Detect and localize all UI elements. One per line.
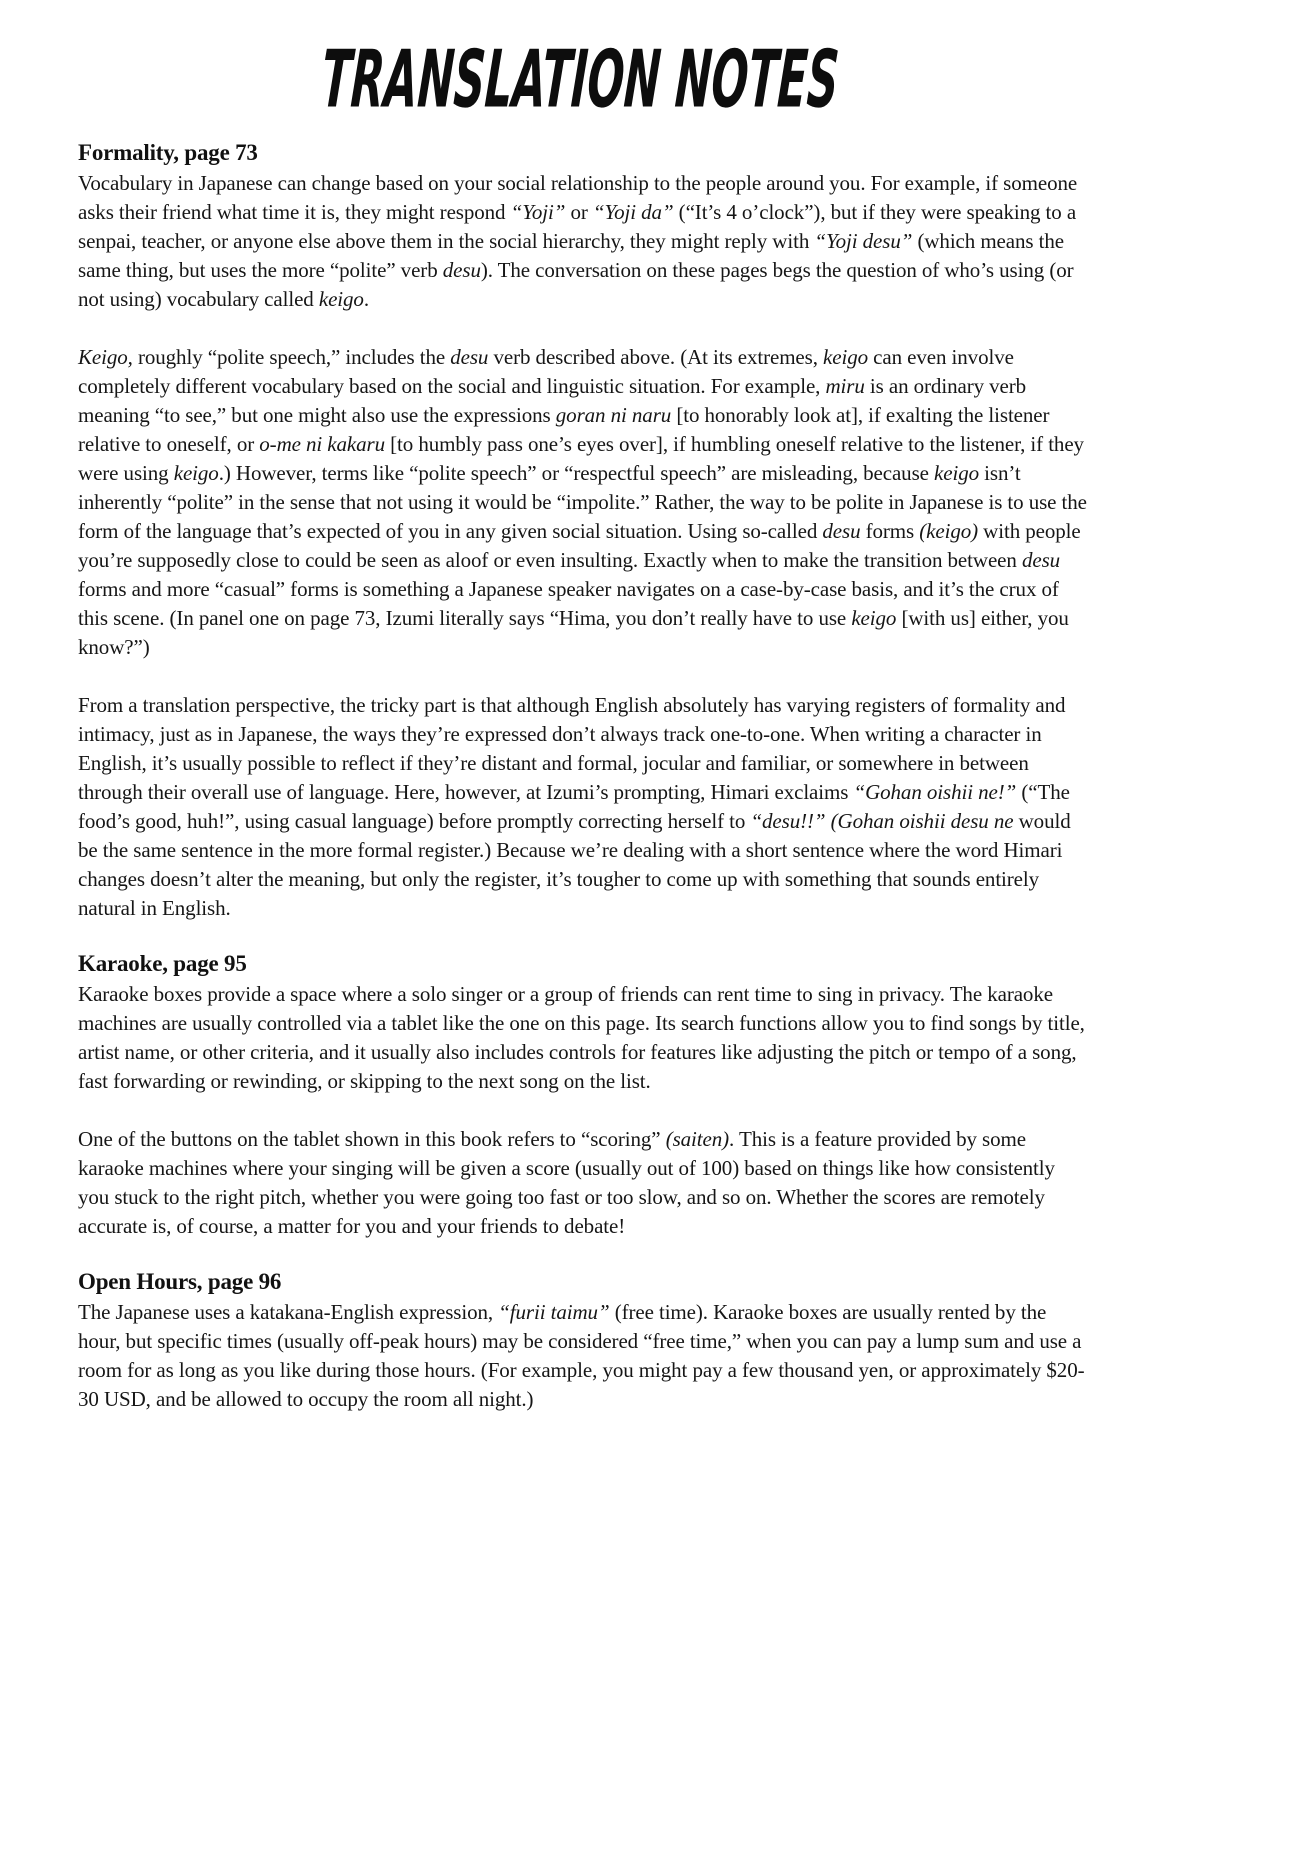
section-formality <box>78 140 1088 923</box>
section-heading-open-hours: Open Hours, page 96 <box>78 1269 282 1294</box>
page-title-text: TRANSLATION NOTES <box>319 34 842 127</box>
paragraph: Keigo, roughly “polite speech,” includes the desu verb described above. (At its extremes, keigo can even involve completely different vocabulary based on the social and linguistic situation. For example, miru is an ordinary verb meaning “to see,” but one might also use the expressions goran ni naru [to honorably look at], if exalting the listener relative to oneself, or o-me ni kakaru [to humbly pass one’s eyes over], if humbling oneself relative to the listener, if they were using keigo.) However, terms like “polite speech” or “respectful speech” are misleading, because keigo isn’t inherently “polite” in the sense that not using it would be “impolite.” Rather, the way to be polite in Japanese is to use the form of the language that’s expected of you in any given social situation. Using so-called desu forms (keigo) with people you’re supposedly close to could be seen as aloof or even insulting. Exactly when to make the transition between desu forms and more “casual” forms is something a Japanese speaker navigates on a case-by-case basis, and it’s the crux of this scene. (In panel one on page 73, Izumi literally says “Hima, you don’t really have to use keigo [with us] either, you know?”) <box>78 345 1087 659</box>
paragraph: One of the buttons on the tablet shown in this book refers to “scoring” (saiten). This is a feature provided by some karaoke machines where your singing will be given a score (usually out of 100) based on things like how consistently you stuck to the right pitch, whether you were going too fast or too slow, and so on. Whether the scores are remotely accurate is, of course, a matter for you and your friends to debate! <box>78 1127 1055 1238</box>
paragraph: Karaoke boxes provide a space where a solo singer or a group of friends can rent time to sing in privacy. The karaoke machines are usually controlled via a tablet like the one on this page. Its search functions allow you to find songs by title, artist name, or other criteria, and it usually also includes controls for features like adjusting the pitch or tempo of a song, fast forwarding or rewinding, or skipping to the next song on the list. <box>78 982 1085 1093</box>
page-title <box>78 34 1088 126</box>
paragraph: Vocabulary in Japanese can change based on your social relationship to the people around you. For example, if someone asks their friend what time it is, they might respond “Yoji” or “Yoji da” (“It’s 4 o’clock”), but if they were speaking to a senpai, teacher, or anyone else above them in the social hierarchy, they might reply with “Yoji desu” (which means the same thing, but uses the more “polite” verb desu). The conversation on these pages begs the question of who’s using (or not using) vocabulary called keigo. <box>78 171 1078 311</box>
section-open-hours <box>78 1269 1088 1414</box>
section-heading-karaoke: Karaoke, page 95 <box>78 951 247 976</box>
paragraph: The Japanese uses a katakana-English expression, “furii taimu” (free time). Karaoke boxes are usually rented by the hour, but specific times (usually off-peak hours) may be considered “free time,” when you can pay a lump sum and use a room for as long as you like during those hours. (For example, you might pay a few thousand yen, or approximately $20-30 USD, and be allowed to occupy the room all night.) <box>78 1300 1085 1411</box>
section-karaoke <box>78 951 1088 1241</box>
paragraph: From a translation perspective, the tricky part is that although English absolutely has varying registers of formality and intimacy, just as in Japanese, the ways they’re expressed don’t always track one-to-one. When writing a character in English, it’s usually possible to reflect if they’re distant and formal, jocular and familiar, or somewhere in between through their overall use of language. Here, however, at Izumi’s prompting, Himari exclaims “Gohan oishii ne!” (“The food’s good, huh!”, using casual language) before promptly correcting herself to “desu!!” (Gohan oishii desu ne would be the same sentence in the more formal register.) Because we’re dealing with a short sentence where the word Himari changes doesn’t alter the meaning, but only the register, it’s tougher to come up with something that sounds entirely natural in English. <box>78 693 1071 920</box>
section-heading-formality: Formality, page 73 <box>78 140 258 165</box>
